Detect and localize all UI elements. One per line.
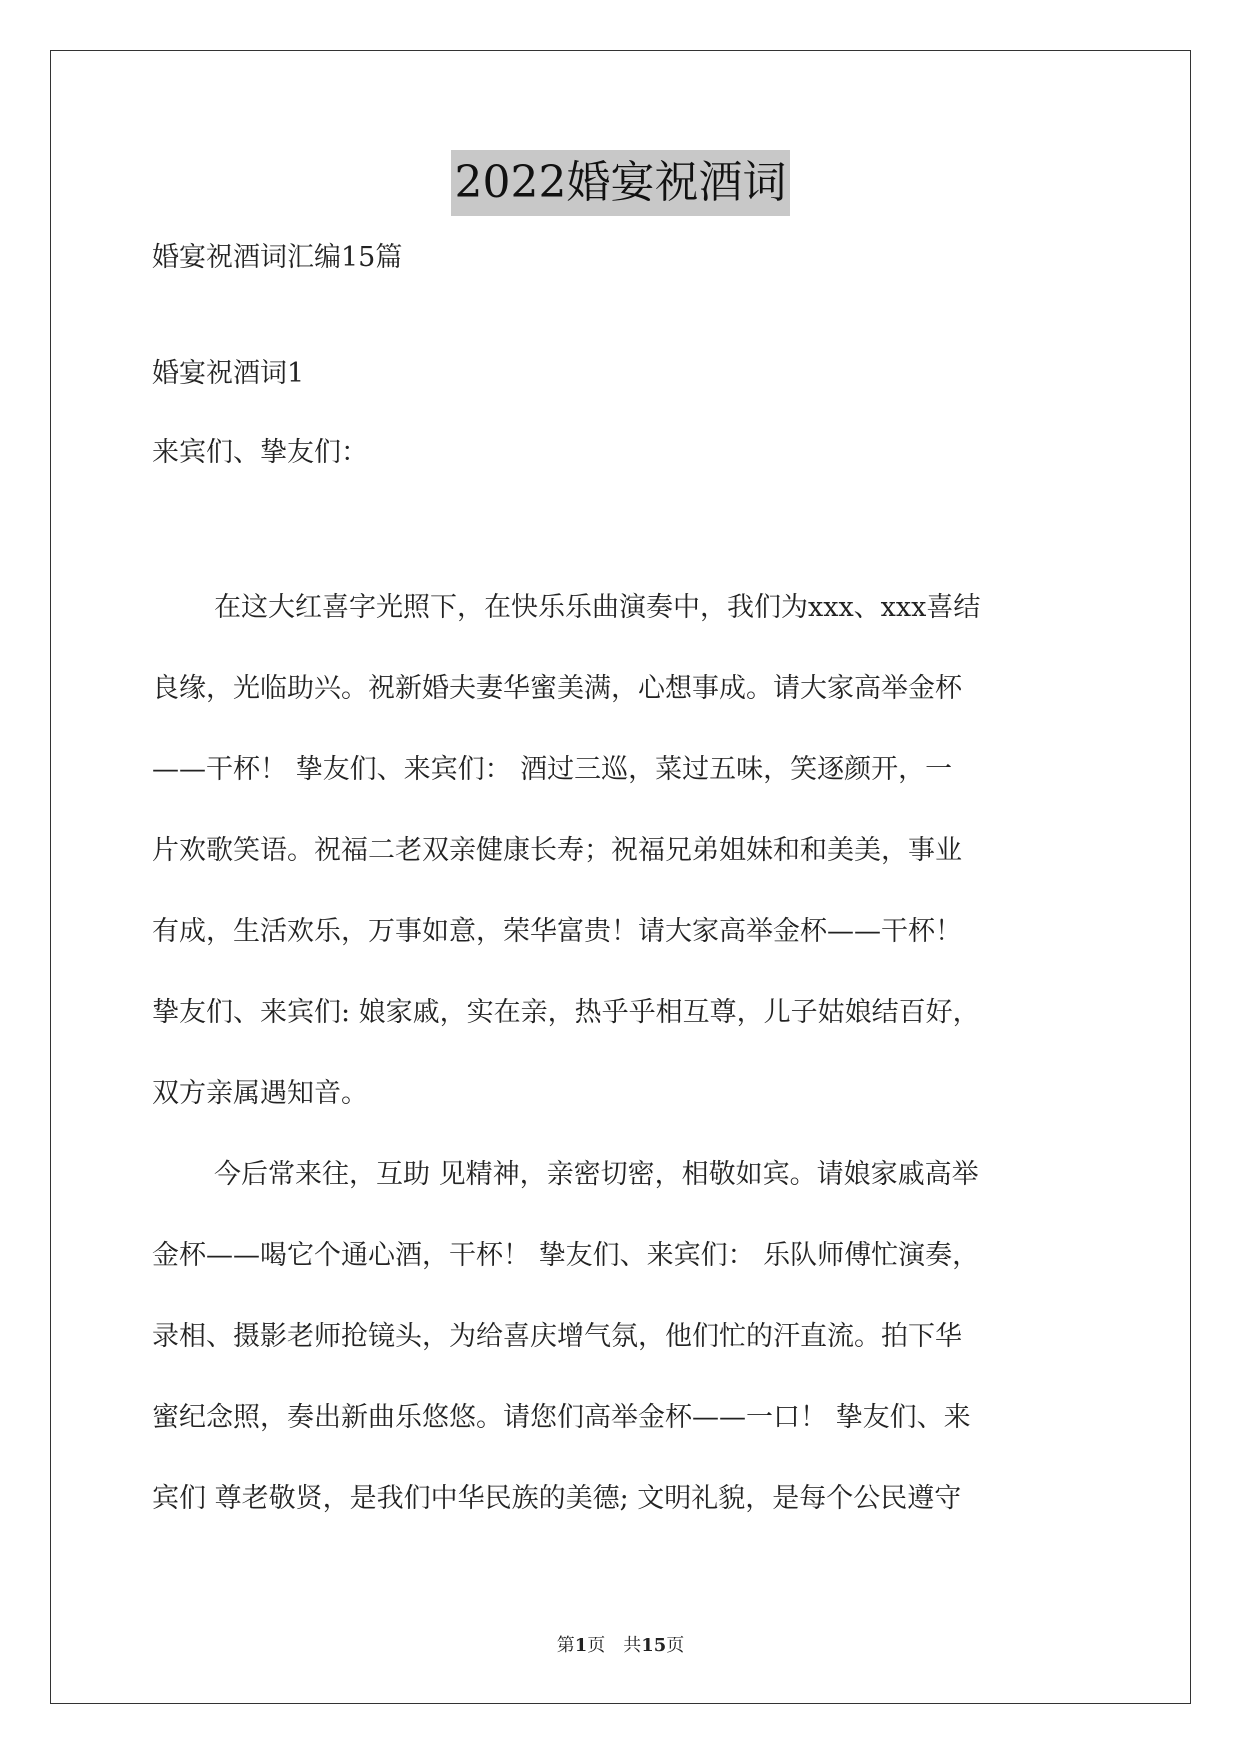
- paragraph-line: 今后常来往，互助 见精神，亲密切密，相敬如宾。请娘家戚高举: [214, 1159, 979, 1190]
- paragraph-line: 蜜纪念照，奏出新曲乐悠悠。请您们高举金杯——一口！ 挚友们、来: [152, 1402, 971, 1433]
- document-title: 2022婚宴祝酒词: [451, 150, 791, 216]
- section-heading: 婚宴祝酒词1: [152, 358, 305, 389]
- paragraph-line: 片欢歌笑语。祝福二老双亲健康长寿；祝福兄弟姐妹和和美美，事业: [152, 835, 962, 866]
- page-border: [50, 50, 1191, 1704]
- footer-prefix: 第: [556, 1635, 575, 1656]
- page-footer: [0, 1634, 1241, 1658]
- paragraph-line: 宾们 尊老敬贤，是我们中华民族的美德; 文明礼貌，是每个公民遵守: [152, 1483, 962, 1514]
- paragraph-line: 挚友们、来宾们: 娘家戚，实在亲，热乎乎相互尊，儿子姑娘结百好，: [152, 997, 980, 1028]
- paragraph-line: 金杯——喝它个通心酒，干杯！ 挚友们、来宾们： 乐队师傅忙演奏，: [152, 1240, 980, 1271]
- paragraph-line: 有成，生活欢乐，万事如意，荣华富贵！请大家高举金杯——干杯！: [152, 916, 962, 947]
- footer-total-pages: 15: [641, 1635, 667, 1656]
- paragraph-line: ——干杯！ 挚友们、来宾们： 酒过三巡，菜过五味，笑逐颜开，一: [152, 754, 953, 785]
- paragraph-line: 录相、摄影老师抢镜头，为给喜庆增气氛，他们忙的汗直流。拍下华: [152, 1321, 962, 1352]
- salutation-line: 来宾们、挚友们：: [152, 437, 368, 468]
- footer-mid: 页 共: [587, 1635, 642, 1656]
- footer-page-number: 1: [574, 1635, 588, 1656]
- paragraph-line: 在这大红喜字光照下，在快乐乐曲演奏中，我们为xxx、xxx喜结: [214, 592, 981, 623]
- subtitle-line: 婚宴祝酒词汇编15篇: [152, 242, 403, 273]
- title-container: [0, 150, 1241, 216]
- footer-suffix: 页: [666, 1635, 685, 1656]
- paragraph-line: 双方亲属遇知音。: [152, 1078, 368, 1109]
- paragraph-line: 良缘，光临助兴。祝新婚夫妻华蜜美满，心想事成。请大家高举金杯: [152, 673, 962, 704]
